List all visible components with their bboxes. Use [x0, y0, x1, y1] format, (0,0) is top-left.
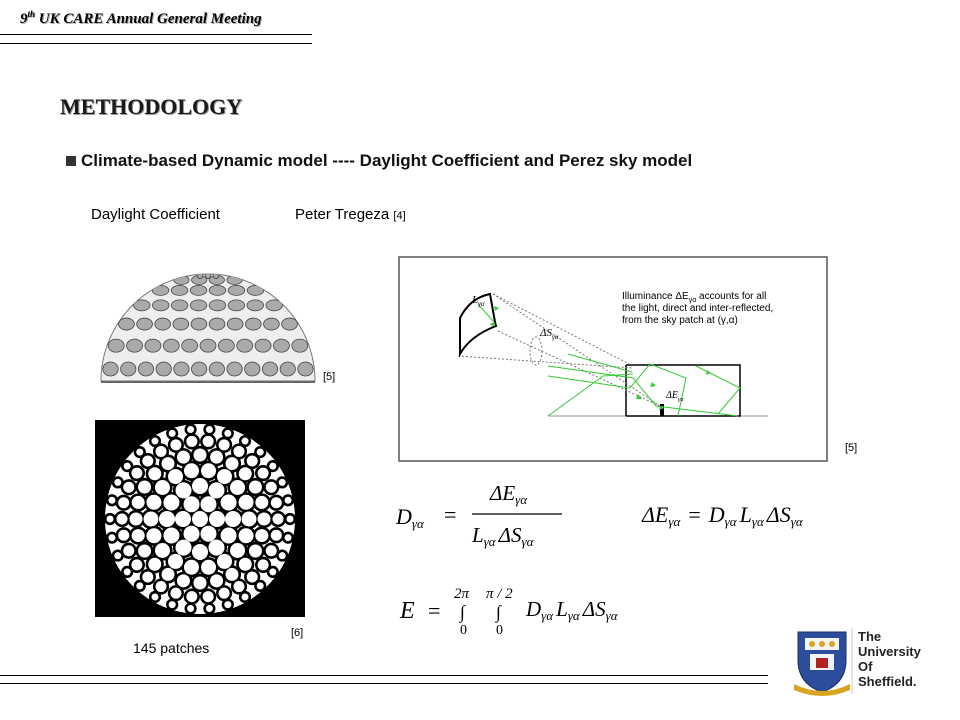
fisheye-patch: [279, 552, 286, 559]
diagram-label-L: $L_{\gamma\alpha}$: [472, 294, 485, 308]
dome-patch: [245, 362, 260, 376]
fisheye-sky-patches-image: [95, 420, 305, 617]
formula-total-illuminance: [398, 582, 668, 642]
fisheye-patch: [131, 559, 142, 570]
dome-patch: [280, 362, 295, 376]
fisheye-patch: [156, 581, 167, 592]
fisheye-patch: [156, 446, 167, 457]
fisheye-patch: [210, 451, 223, 464]
fisheye-patch: [239, 495, 254, 510]
fisheye-patch: [186, 436, 197, 447]
dome-reference: [5]: [323, 371, 336, 383]
fisheye-patch: [206, 426, 213, 433]
dome-patch: [155, 318, 171, 330]
fisheye-patch: [234, 581, 245, 592]
fisheye-patch: [271, 497, 282, 508]
fisheye-patch: [132, 529, 145, 542]
fisheye-patch: [175, 511, 191, 527]
bullet-point: [66, 151, 692, 171]
svg-text:0: 0: [460, 623, 467, 638]
sky-dome-illustration: [98, 268, 318, 388]
fisheye-patch: [210, 574, 223, 587]
meeting-title: [20, 9, 262, 28]
fisheye-patch: [230, 480, 245, 495]
illuminance-diagram: [398, 256, 828, 462]
fisheye-patch: [168, 469, 183, 484]
fisheye-patch: [266, 482, 277, 493]
fisheye-patch: [118, 497, 129, 508]
fisheye-patch: [266, 545, 277, 556]
dome-patch: [156, 362, 171, 376]
dome-patch: [171, 285, 188, 295]
author-name: Peter Tregeza: [295, 206, 390, 223]
dome-patch: [262, 362, 277, 376]
diagram-note-line1: Illuminance $\Delta E_{\gamma\alpha}$ accounts for all: [622, 291, 767, 304]
fisheye-patch: [209, 511, 225, 527]
fisheye-patch: [163, 528, 179, 544]
fisheye-patch: [217, 554, 232, 569]
fisheye-patch: [155, 543, 170, 558]
fisheye-patch: [201, 496, 217, 512]
fisheye-patch: [255, 496, 268, 509]
fisheye-patch: [159, 511, 175, 527]
fisheye-patch: [217, 469, 232, 484]
fisheye-patch: [257, 582, 264, 589]
fisheye-patch: [138, 481, 151, 494]
svg-text:∫: ∫: [460, 602, 465, 622]
svg-text:=: =: [444, 502, 457, 527]
fisheye-patch: [184, 496, 200, 512]
fisheye-patch: [258, 513, 271, 526]
fisheye-patch: [258, 559, 269, 570]
fisheye-patch: [239, 558, 252, 571]
fisheye-patch: [224, 601, 231, 608]
svg-text:DγαLγαΔSγα: Dγα Lγα ΔSγα: [526, 597, 618, 623]
diagram-note-line3: from the sky patch at (γ,α): [622, 315, 738, 326]
dome-patch: [119, 318, 135, 330]
author-reference: [4]: [393, 210, 406, 222]
fisheye-patch: [176, 482, 192, 498]
svg-text:LγαΔSγα: Lγα ΔSγα: [472, 523, 534, 549]
fisheye-patch: [239, 467, 252, 480]
dome-patch: [173, 318, 189, 330]
dome-patch: [255, 339, 271, 352]
fisheye-patch: [163, 495, 179, 511]
fisheye-caption: 145 patches: [133, 640, 210, 656]
dome-patch: [237, 339, 253, 352]
logo-line-of: Of: [858, 659, 873, 674]
fisheye-patch: [269, 463, 276, 470]
dome-patch: [273, 339, 289, 352]
fisheye-patch: [131, 468, 142, 479]
fisheye-patch: [118, 530, 129, 541]
dome-patch: [190, 285, 207, 295]
fisheye-patch: [152, 438, 159, 445]
fisheye-patch: [203, 436, 214, 447]
fisheye-patch: [201, 463, 216, 478]
dome-patch: [292, 339, 308, 352]
fisheye-patch: [108, 497, 115, 504]
dome-patch: [174, 362, 189, 376]
fisheye-patch: [177, 574, 190, 587]
fisheye-patch: [257, 449, 264, 456]
dome-patch: [247, 300, 264, 311]
fisheye-reference: [6]: [291, 627, 304, 639]
fisheye-patch: [209, 482, 225, 498]
svg-text:Dγα: Dγα: [396, 504, 424, 531]
dome-patch: [190, 300, 207, 311]
dome-patch: [228, 285, 245, 295]
fisheye-patch: [144, 512, 159, 527]
fisheye-patch: [242, 593, 249, 600]
fisheye-patch: [249, 481, 262, 494]
fisheye-patch: [170, 588, 181, 599]
dome-patch: [103, 362, 118, 376]
fisheye-patch: [194, 577, 207, 590]
fisheye-patch: [206, 605, 213, 612]
fisheye-patch: [273, 514, 284, 525]
fisheye-patch: [249, 545, 262, 558]
section-heading: METHODOLOGY: [60, 94, 243, 119]
fisheye-patch: [201, 526, 217, 542]
svg-text:=: =: [428, 598, 441, 623]
university-logo: [790, 624, 930, 696]
fisheye-patch: [279, 479, 286, 486]
diagram-reference: [5]: [845, 442, 858, 454]
bullet-square-icon: [66, 156, 76, 166]
svg-text:∫: ∫: [496, 602, 501, 622]
dome-patch: [152, 285, 169, 295]
fisheye-patch: [255, 529, 268, 542]
fisheye-patch: [148, 467, 161, 480]
header-rule: [0, 34, 312, 35]
dome-patch: [282, 318, 298, 330]
fisheye-patch: [221, 528, 237, 544]
fisheye-patch: [176, 540, 192, 556]
diagram-label-dS: $\Delta S_{\gamma\alpha}$: [540, 327, 559, 341]
fisheye-patch: [287, 516, 294, 523]
svg-text:0: 0: [496, 623, 503, 638]
fisheye-patch: [187, 426, 194, 433]
diagram-note-line2: the light, direct and inter-reflected,: [622, 303, 774, 314]
dome-patch: [245, 318, 261, 330]
fisheye-patch: [108, 534, 115, 541]
dome-patch: [171, 300, 188, 311]
dome-patch: [298, 362, 313, 376]
fisheye-patch: [242, 512, 257, 527]
fisheye-patch: [155, 480, 170, 495]
fisheye-patch: [123, 545, 134, 556]
subheading-daylight-coefficient: Daylight Coefficient: [91, 206, 220, 223]
dome-patch: [264, 318, 280, 330]
fisheye-patch: [177, 451, 190, 464]
fisheye-patch: [184, 560, 199, 575]
svg-text:E: E: [400, 598, 415, 624]
svg-text:ΔEγα=DγαLγαΔSγα: ΔEγα = Dγα Lγα ΔSγα: [642, 502, 803, 529]
fisheye-patch: [146, 528, 161, 543]
fisheye-patch: [184, 526, 200, 542]
meeting-ordinal: 9: [20, 11, 28, 27]
fisheye-patch: [226, 568, 239, 581]
dome-patch: [145, 339, 161, 352]
fisheye-patch: [117, 514, 128, 525]
footer-rule-2: [0, 683, 768, 684]
dome-patch: [200, 339, 216, 352]
dome-patch: [218, 339, 234, 352]
dome-patch: [191, 362, 206, 376]
fisheye-patch: [132, 496, 145, 509]
fisheye-patch: [162, 568, 175, 581]
footer-rule: [0, 675, 768, 676]
dome-patch: [209, 285, 226, 295]
fisheye-patch: [130, 513, 143, 526]
svg-text:ΔEγα: ΔEγα: [490, 481, 528, 507]
dome-patch: [197, 271, 203, 279]
fisheye-patch: [226, 457, 239, 470]
fisheye-patch: [138, 545, 151, 558]
fisheye-patch: [285, 534, 292, 541]
dome-patch: [228, 300, 245, 311]
dome-patch: [205, 271, 211, 279]
fisheye-patch: [124, 463, 131, 470]
fisheye-patch: [234, 446, 245, 457]
dome-patch: [152, 300, 169, 311]
dome-patch: [137, 318, 153, 330]
meeting-ordinal-suffix: th: [27, 9, 36, 19]
fisheye-patch: [225, 511, 241, 527]
fisheye-patch: [169, 430, 176, 437]
dome-patch: [127, 339, 143, 352]
dome-patch: [191, 318, 207, 330]
dome-patch: [213, 271, 219, 279]
dome-patch: [209, 318, 225, 330]
fisheye-patch: [239, 528, 254, 543]
fisheye-patch: [187, 605, 194, 612]
fisheye-patch: [219, 439, 230, 450]
fisheye-patch: [186, 591, 197, 602]
formula-illuminance: [638, 494, 863, 534]
dome-patch: [163, 339, 179, 352]
fisheye-patch: [142, 456, 153, 467]
dome-patch: [227, 318, 243, 330]
svg-text:π / 2: π / 2: [486, 586, 513, 602]
fisheye-patch: [209, 540, 225, 556]
fisheye-patch: [146, 495, 161, 510]
meeting-name: UK CARE Annual General Meeting: [38, 11, 262, 27]
fisheye-patch: [114, 479, 121, 486]
dome-patch: [209, 362, 224, 376]
fisheye-patch: [192, 478, 208, 494]
fisheye-patch: [192, 511, 208, 527]
fisheye-patch: [285, 497, 292, 504]
dome-patch: [138, 362, 153, 376]
fisheye-patch: [148, 558, 161, 571]
fisheye-patch: [170, 439, 181, 450]
fisheye-patch: [184, 463, 199, 478]
fisheye-patch: [203, 591, 214, 602]
logo-line-university: University: [858, 644, 921, 659]
dome-patch: [121, 362, 136, 376]
fisheye-patch: [124, 568, 131, 575]
fisheye-patch: [258, 468, 269, 479]
formula-daylight-coefficient: [390, 478, 570, 554]
fisheye-patch: [162, 457, 175, 470]
diagram-label-dE: $\Delta E_{\gamma\alpha}$: [666, 390, 684, 403]
svg-text:2π: 2π: [454, 586, 470, 602]
fisheye-patch: [169, 601, 176, 608]
fisheye-patch: [168, 554, 183, 569]
fisheye-patch: [247, 571, 258, 582]
fisheye-patch: [194, 449, 207, 462]
fisheye-patch: [247, 456, 258, 467]
fisheye-patch: [271, 530, 282, 541]
fisheye-patch: [269, 568, 276, 575]
logo-line-the: The: [858, 629, 882, 644]
fisheye-patch: [221, 495, 237, 511]
dome-patch: [247, 285, 264, 295]
fisheye-patch: [142, 571, 153, 582]
fisheye-patch: [242, 438, 249, 445]
dome-patch: [182, 339, 198, 352]
logo-line-sheffield: Sheffield.: [858, 674, 917, 689]
fisheye-patch: [230, 543, 245, 558]
subheading-author: [295, 206, 406, 223]
fisheye-patch: [219, 588, 230, 599]
fisheye-patch: [136, 449, 143, 456]
fisheye-patch: [201, 560, 216, 575]
fisheye-patch: [107, 516, 114, 523]
fisheye-patch: [152, 593, 159, 600]
dome-patch: [227, 362, 242, 376]
fisheye-patch: [224, 430, 231, 437]
bullet-text: Climate-based Dynamic model ---- Daylight Coefficient and Perez sky model: [81, 151, 693, 170]
header-rule-2: [0, 43, 312, 44]
fisheye-patch: [114, 552, 121, 559]
dome-patch: [209, 300, 226, 311]
fisheye-patch: [123, 482, 134, 493]
fisheye-patch: [192, 544, 208, 560]
fisheye-patch: [136, 582, 143, 589]
dome-patch: [108, 339, 124, 352]
